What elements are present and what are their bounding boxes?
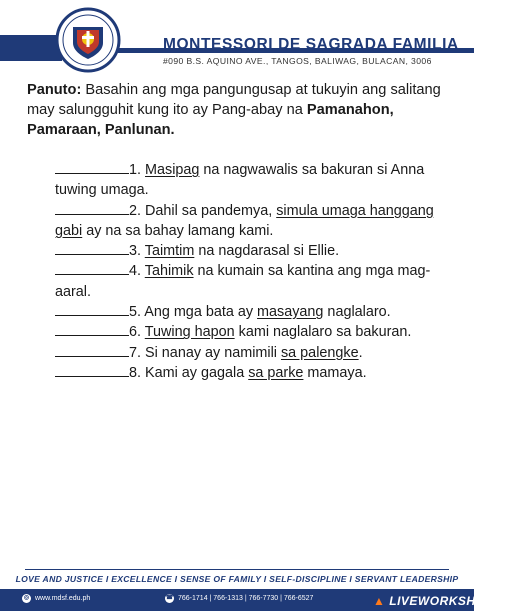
phone-numbers: 766-1714 | 766-1313 | 766-7730 | 766-6527	[178, 595, 314, 602]
item-text: mamaya.	[303, 364, 367, 381]
question-item	[55, 363, 460, 383]
item-text: Si nanay ay namimili	[141, 344, 281, 361]
underlined-word: Masipag	[145, 162, 200, 178]
item-text: Ang mga bata ay	[141, 304, 258, 321]
item-number: 8.	[129, 364, 142, 381]
underlined-word: Taimtim	[144, 243, 195, 260]
footer-divider	[25, 569, 449, 570]
item-number: 3.	[129, 243, 142, 260]
answer-blank[interactable]	[55, 302, 129, 316]
underlined-word: simula umaga hanggang gabi	[55, 202, 434, 239]
item-text: na nagdarasal si Ellie.	[194, 243, 340, 260]
answer-blank[interactable]	[55, 322, 129, 336]
phone-contact	[165, 594, 313, 603]
school-name: MONTESSORI DE SAGRADA FAMILIA	[163, 36, 459, 53]
answer-blank[interactable]	[55, 160, 129, 174]
question-item	[55, 160, 460, 201]
header-band-left	[0, 35, 62, 61]
item-text: na kumain sa kantina ang mga mag-aaral.	[55, 263, 431, 300]
question-item	[55, 241, 460, 261]
answer-blank[interactable]	[55, 343, 129, 357]
answer-blank[interactable]	[55, 241, 129, 255]
underlined-word: masayang	[257, 304, 324, 321]
website-text: www.mdsf.edu.ph	[35, 595, 91, 602]
item-number: 4.	[129, 263, 142, 280]
question-item	[55, 343, 460, 363]
item-text: naglalaro.	[323, 304, 391, 321]
liveworksheets-text: LIVEWORKSHEETS	[389, 594, 509, 608]
instructions-label: Panuto:	[27, 82, 82, 98]
question-item	[55, 302, 460, 322]
liveworksheets-logo-icon: ▲	[373, 594, 386, 608]
phone-icon: ☎	[165, 595, 174, 601]
question-item	[55, 322, 460, 342]
item-number: 1.	[129, 162, 142, 178]
instructions	[27, 80, 457, 140]
underlined-word: Tuwing hapon	[144, 324, 235, 341]
website-contact[interactable]	[22, 594, 90, 603]
item-text: na nagwawalis sa bakuran si Anna tuwing umaga.	[55, 162, 425, 199]
item-number: 2.	[129, 202, 142, 219]
answer-blank[interactable]	[55, 363, 129, 377]
underlined-word: sa parke	[248, 364, 304, 381]
item-text: ay na sa bahay lamang kami.	[82, 222, 274, 239]
underlined-word: sa palengke	[280, 344, 359, 361]
question-item	[55, 201, 460, 242]
school-motto: LOVE AND JUSTICE I EXCELLENCE I SENSE OF FAMILY I SELF-DISCIPLINE I SERVANT LEADERSHIP	[15, 574, 459, 584]
school-crest-logo	[55, 7, 121, 73]
instructions-text: Basahin ang mga pangungusap at tukuyin ang salitang may salungguhit kung ito ay Pang-abay na	[27, 82, 441, 118]
item-text: Dahil sa pandemya,	[141, 202, 277, 219]
item-number: 7.	[129, 344, 142, 361]
answer-blank[interactable]	[55, 261, 129, 275]
instructions-categories: Pamanahon, Pamaraan, Panlunan.	[27, 102, 394, 138]
question-list	[55, 160, 460, 383]
globe-icon: ◎	[23, 595, 30, 601]
school-address: #090 B.S. AQUINO AVE., TANGOS, BALIWAG, BULACAN, 3006	[163, 56, 432, 66]
item-number: 5.	[129, 304, 142, 321]
question-item	[55, 261, 460, 302]
item-text: .	[358, 344, 363, 361]
item-text: kami naglalaro sa bakuran.	[234, 324, 412, 341]
item-text: Kami ay gagala	[141, 364, 249, 381]
underlined-word: Tahimik	[144, 263, 194, 280]
item-number: 6.	[129, 324, 142, 341]
liveworksheets-badge[interactable]	[373, 594, 509, 608]
answer-blank[interactable]	[55, 201, 129, 215]
